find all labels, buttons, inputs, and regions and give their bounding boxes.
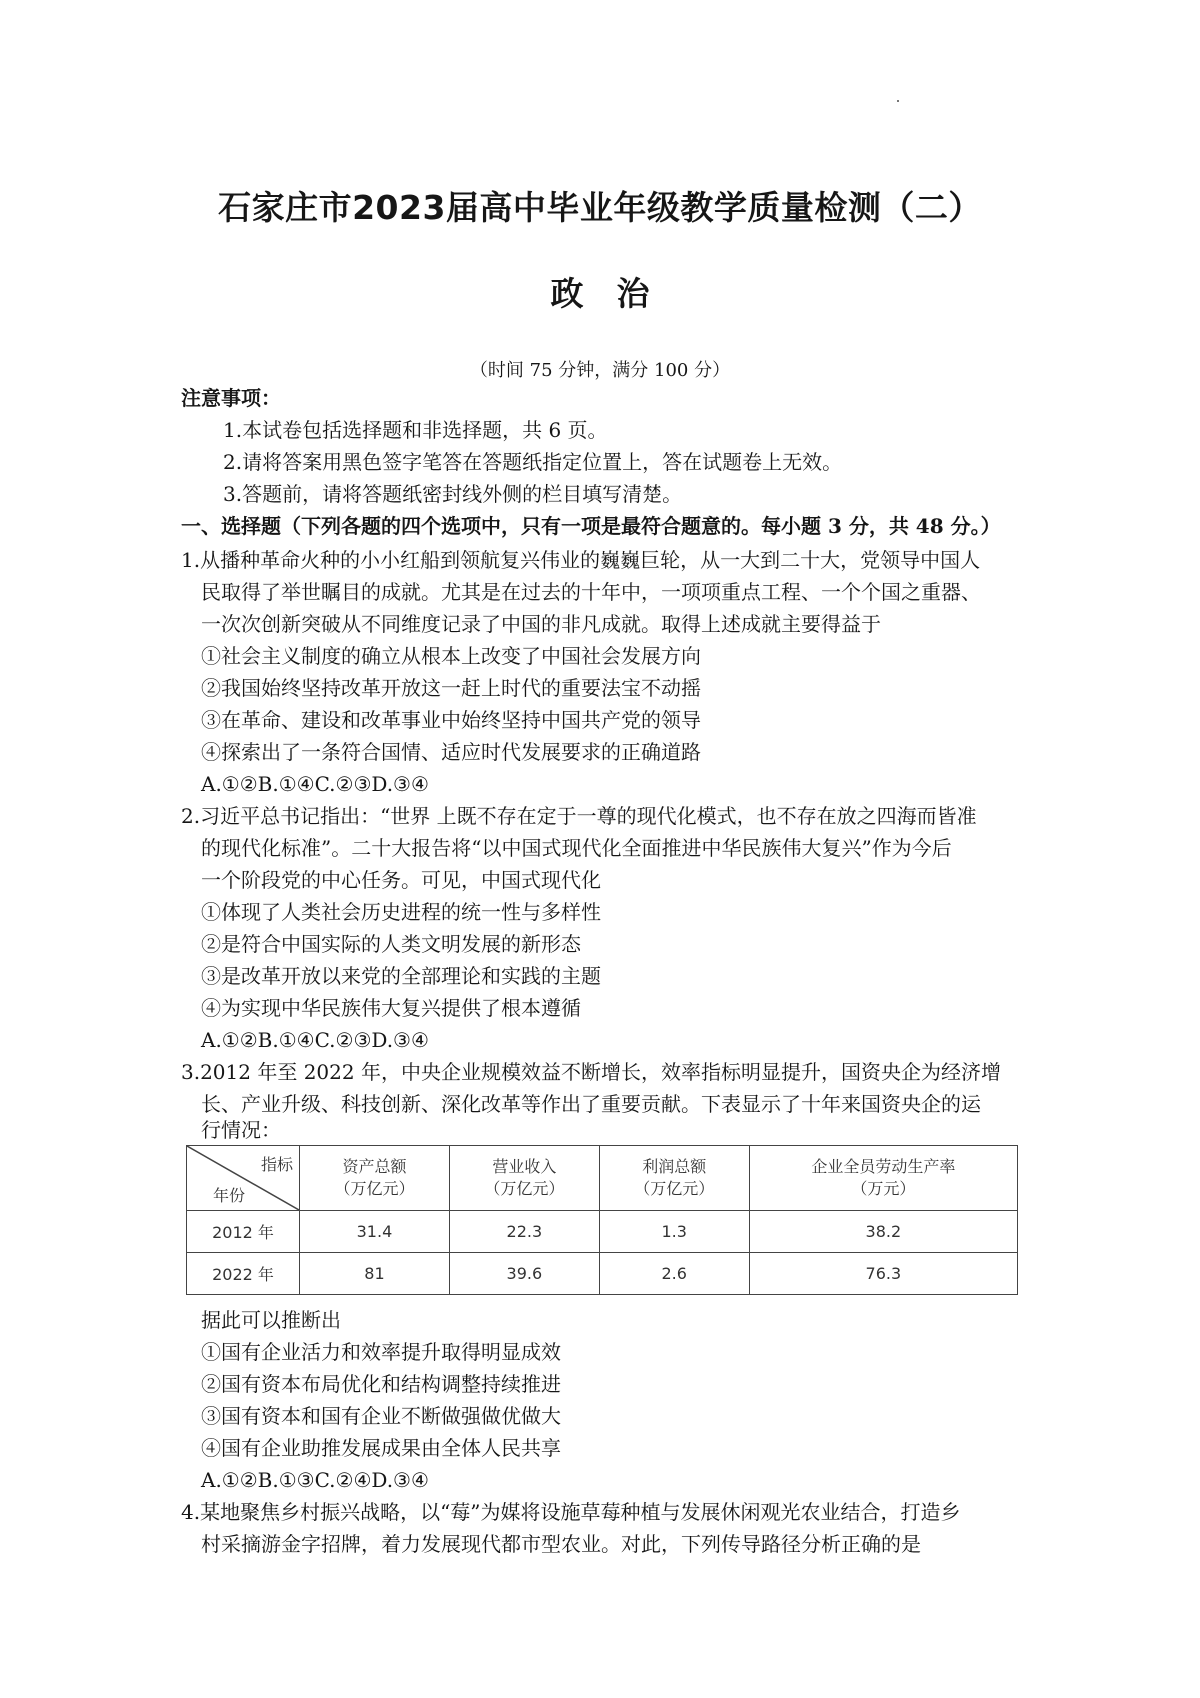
notice-item: 1.本试卷包括选择题和非选择题，共 6 页。 bbox=[223, 418, 608, 442]
table-header-cell: 利润总额 （万亿元） bbox=[599, 1146, 749, 1211]
question-2-option: ②是符合中国实际的人类文明发展的新形态 bbox=[201, 932, 581, 956]
table-row bbox=[187, 1211, 1018, 1253]
scan-speck bbox=[897, 100, 899, 102]
question-3-option: ①国有企业活力和效率提升取得明显成效 bbox=[201, 1340, 561, 1364]
question-4-stem: 村采摘游金字招牌，着力发展现代都市型农业。对此，下列传导路径分析正确的是 bbox=[201, 1532, 921, 1556]
table-row bbox=[187, 1253, 1018, 1295]
corner-label-indicator: 指标 bbox=[260, 1155, 293, 1174]
notice-item: 2.请将答案用黑色签字笔答在答题纸指定位置上，答在试题卷上无效。 bbox=[223, 450, 843, 474]
question-2-stem: 一个阶段党的中心任务。可见，中国式现代化 bbox=[201, 868, 601, 892]
table-corner-cell bbox=[187, 1146, 300, 1211]
table-cell: 38.2 bbox=[749, 1211, 1017, 1253]
table-header-cell: 营业收入 （万亿元） bbox=[449, 1146, 599, 1211]
question-2-choices: A.①②B.①④C.②③D.③④ bbox=[201, 1028, 429, 1052]
question-1-option: ②我国始终坚持改革开放这一赶上时代的重要法宝不动摇 bbox=[201, 676, 701, 700]
table-header-cell: 资产总额 （万亿元） bbox=[300, 1146, 450, 1211]
time-note: （时间 75 分钟，满分 100 分） bbox=[469, 360, 731, 381]
question-1-stem: 1.从播种革命火种的小小红船到领航复兴伟业的巍巍巨轮，从一大到二十大，党领导中国人 bbox=[181, 548, 981, 572]
table-header-cell: 企业全员劳动生产率 （万元） bbox=[749, 1146, 1017, 1211]
question-2-option: ④为实现中华民族伟大复兴提供了根本遵循 bbox=[201, 996, 581, 1020]
question-1-choices: A.①②B.①④C.②③D.③④ bbox=[201, 772, 429, 796]
question-3-option: ④国有企业助推发展成果由全体人民共享 bbox=[201, 1436, 561, 1460]
table-cell: 31.4 bbox=[300, 1211, 450, 1253]
table-cell: 39.6 bbox=[449, 1253, 599, 1295]
question-3-stem: 行情况： bbox=[201, 1118, 281, 1142]
question-3-option: ③国有资本和国有企业不断做强做优做大 bbox=[201, 1404, 561, 1428]
subject-title: 政 治 bbox=[550, 274, 650, 313]
table-cell: 1.3 bbox=[599, 1211, 749, 1253]
question-1-option: ④探索出了一条符合国情、适应时代发展要求的正确道路 bbox=[201, 740, 701, 764]
table-cell: 2.6 bbox=[599, 1253, 749, 1295]
table-cell-year: 2012 年 bbox=[187, 1211, 300, 1253]
question-2-stem: 2.习近平总书记指出：“世界 上既不存在定于一尊的现代化模式，也不存在放之四海而皆准 bbox=[181, 804, 977, 828]
question-1-stem: 一次次创新突破从不同维度记录了中国的非凡成就。取得上述成就主要得益于 bbox=[201, 612, 881, 636]
exam-title: 石家庄市2023届高中毕业年级教学质量检测（二） bbox=[218, 188, 982, 227]
question-1-option: ①社会主义制度的确立从根本上改变了中国社会发展方向 bbox=[201, 644, 701, 668]
table-header-row bbox=[187, 1146, 1018, 1211]
notice-heading: 注意事项： bbox=[181, 386, 281, 410]
question-1-stem: 民取得了举世瞩目的成就。尤其是在过去的十年中，一项项重点工程、一个个国之重器、 bbox=[201, 580, 981, 604]
question-2-option: ①体现了人类社会历史进程的统一性与多样性 bbox=[201, 900, 601, 924]
question-3-stem: 长、产业升级、科技创新、深化改革等作出了重要贡献。下表显示了十年来国资央企的运 bbox=[201, 1092, 981, 1116]
question-3-option: ②国有资本布局优化和结构调整持续推进 bbox=[201, 1372, 561, 1396]
question-1-option: ③在革命、建设和改革事业中始终坚持中国共产党的领导 bbox=[201, 708, 701, 732]
enterprise-performance-table bbox=[186, 1145, 1018, 1295]
table-cell: 76.3 bbox=[749, 1253, 1017, 1295]
question-3-stem: 3.2012 年至 2022 年，中央企业规模效益不断增长，效率指标明显提升，国资央企为经济增 bbox=[181, 1060, 1001, 1084]
section-heading: 一、选择题（下列各题的四个选项中，只有一项是最符合题意的。每小题 3 分，共 48 分。） bbox=[181, 514, 1001, 538]
table-cell: 22.3 bbox=[449, 1211, 599, 1253]
table-cell-year: 2022 年 bbox=[187, 1253, 300, 1295]
question-3-stem-after: 据此可以推断出 bbox=[201, 1308, 341, 1332]
notice-item: 3.答题前，请将答题纸密封线外侧的栏目填写清楚。 bbox=[223, 482, 683, 506]
question-2-stem: 的现代化标准”。二十大报告将“以中国式现代化全面推进中华民族伟大复兴”作为今后 bbox=[201, 836, 952, 860]
corner-label-year: 年份 bbox=[213, 1186, 246, 1205]
table-cell: 81 bbox=[300, 1253, 450, 1295]
question-4-stem: 4.某地聚焦乡村振兴战略，以“莓”为媒将设施草莓种植与发展休闲观光农业结合，打造乡 bbox=[181, 1500, 961, 1524]
question-3-choices: A.①②B.①③C.②④D.③④ bbox=[201, 1468, 429, 1492]
question-2-option: ③是改革开放以来党的全部理论和实践的主题 bbox=[201, 964, 601, 988]
